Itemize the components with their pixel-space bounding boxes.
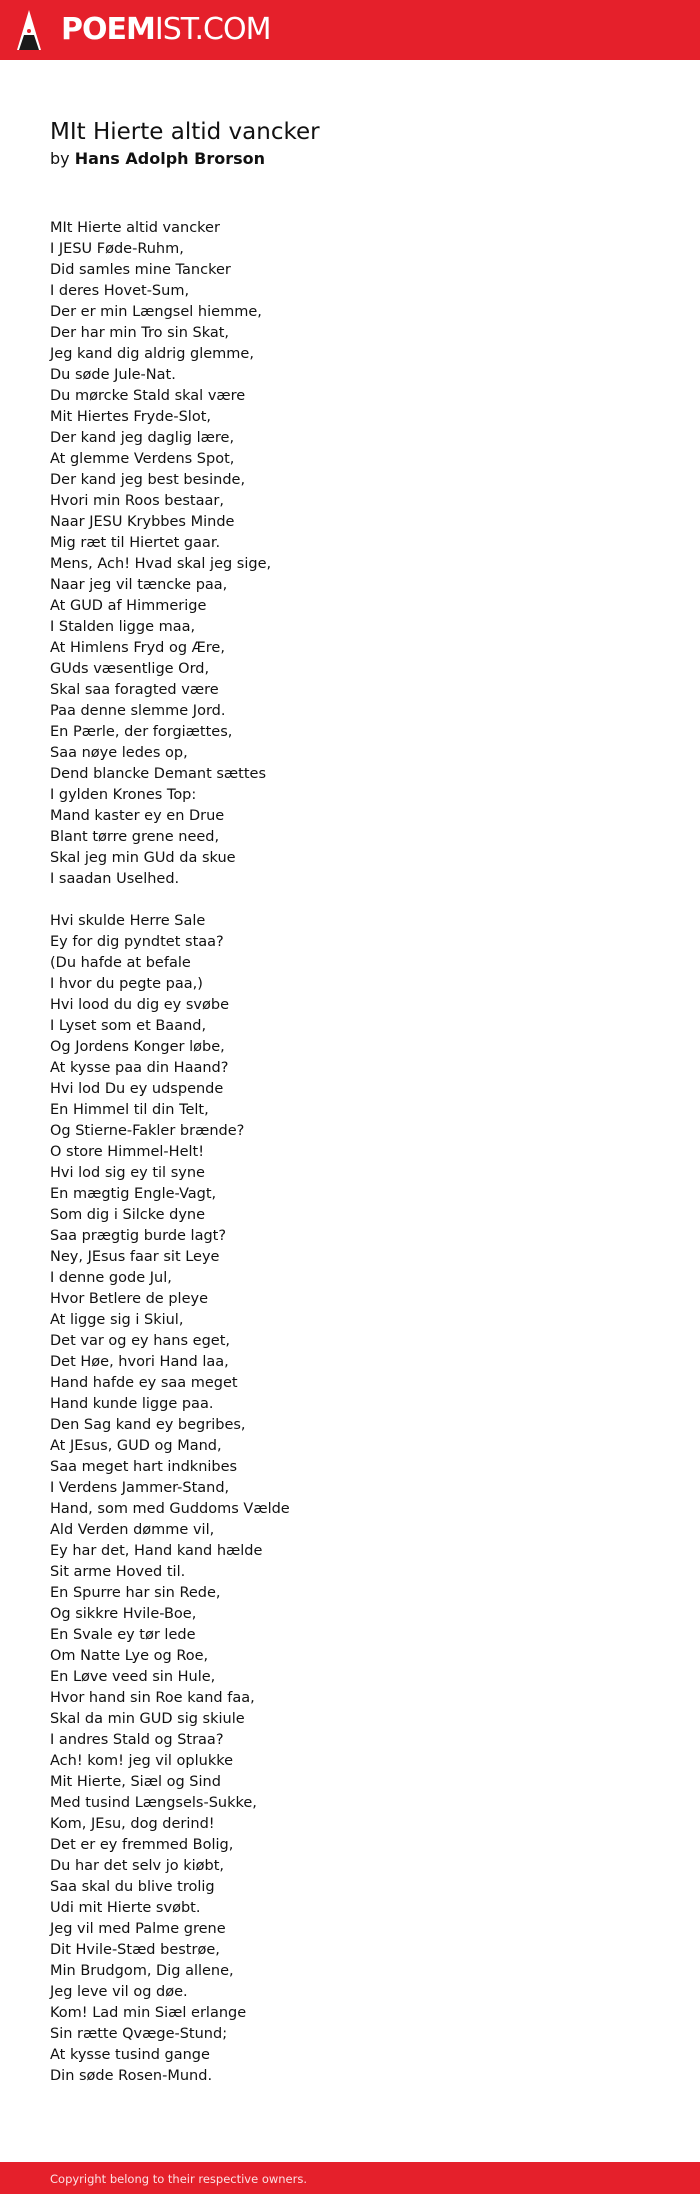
poem-line: Saa nøye ledes op, (50, 745, 188, 761)
poem-line: Hvori min Roos bestaar, (50, 493, 224, 509)
poem-line: Hvi lod sig ey til syne (50, 1165, 205, 1181)
poem-line: Det er ey fremmed Bolig, (50, 1837, 234, 1853)
poem-line: I JESU Føde-Ruhm, (50, 241, 184, 257)
poem-line: Udi mit Hierte svøbt. (50, 1900, 201, 1916)
poem-line: En Spurre har sin Rede, (50, 1585, 221, 1601)
poem-line: Mens, Ach! Hvad skal jeg sige, (50, 556, 272, 572)
poem-line: I denne gode Jul, (50, 1270, 172, 1286)
poem-line: Hand, som med Guddoms Vælde (50, 1501, 290, 1517)
poem-line: En Himmel til din Telt, (50, 1102, 209, 1118)
poem-line: Din søde Rosen-Mund. (50, 2068, 213, 2084)
poem-line: Mit Hiertes Fryde-Slot, (50, 409, 212, 425)
poem-line: Naar jeg vil tæncke paa, (50, 577, 228, 593)
poem-line: Du mørcke Stald skal være (50, 388, 246, 404)
site-logo-link[interactable] (16, 9, 270, 51)
poem-line: Det var og ey hans eget, (50, 1333, 230, 1349)
poem-line: Mit Hierte, Siæl og Sind (50, 1774, 221, 1790)
poem-line: I gylden Krones Top: (50, 787, 197, 803)
poem-line: Hvi lod Du ey udspende (50, 1081, 224, 1097)
poem-line: Blant tørre grene need, (50, 829, 220, 845)
poem-line: Min Brudgom, Dig allene, (50, 1963, 234, 1979)
poem-line: Ey har det, Hand kand hælde (50, 1543, 263, 1559)
poem-author: Hans Adolph Brorson (74, 149, 265, 168)
poem-line: En Svale ey tør lede (50, 1627, 196, 1643)
poem-line: Og Jordens Konger løbe, (50, 1039, 225, 1055)
poem-line: Du søde Jule-Nat. (50, 367, 176, 383)
poem-line: Der er min Længsel hiemme, (50, 304, 262, 320)
poem-line: At kysse paa din Haand? (50, 1060, 229, 1076)
poem-line: GUds væsentlige Ord, (50, 661, 210, 677)
poem-line: At kysse tusind gange (50, 2047, 210, 2063)
poem-line: Ald Verden dømme vil, (50, 1522, 215, 1538)
poem-line: At glemme Verdens Spot, (50, 451, 235, 467)
poem-line: Sit arme Hoved til. (50, 1564, 186, 1580)
poem-line: I saadan Uselhed. (50, 871, 180, 887)
poem-line: Skal jeg min GUd da skue (50, 850, 236, 866)
site-header (0, 0, 700, 60)
poem-line: En Pærle, der forgiættes, (50, 724, 233, 740)
site-logo-text (61, 9, 270, 51)
poem-line: Hand hafde ey saa meget (50, 1375, 238, 1391)
poem-line: En Løve veed sin Hule, (50, 1669, 216, 1685)
poem-line: At Himlens Fryd og Ære, (50, 640, 225, 656)
poem-line: I Stalden ligge maa, (50, 619, 196, 635)
logo-regular-part: IST.COM (154, 12, 271, 47)
poem-line: Hvor Betlere de pleye (50, 1291, 208, 1307)
poem-line: Ey for dig pyndtet staa? (50, 934, 224, 950)
poem-line: (Du hafde at befale (50, 955, 191, 971)
poem-line: Der har min Tro sin Skat, (50, 325, 230, 341)
poem-line: I deres Hovet-Sum, (50, 283, 190, 299)
poem-line: At JEsus, GUD og Mand, (50, 1438, 222, 1454)
poem-line: MIt Hierte altid vancker (50, 220, 220, 236)
poem-line: Der kand jeg best besinde, (50, 472, 246, 488)
logo-bold-part: POEM (61, 12, 155, 47)
poem-line: At GUD af Himmerige (50, 598, 207, 614)
poem-line: Som dig i Silcke dyne (50, 1207, 206, 1223)
poem-line: Kom! Lad min Siæl erlange (50, 2005, 247, 2021)
poem-line: Med tusind Længsels-Sukke, (50, 1795, 257, 1811)
poem-line: Dit Hvile-Stæd bestrøe, (50, 1942, 220, 1958)
poem-title: MIt Hierte altid vancker (50, 119, 320, 145)
poem-line: I andres Stald og Straa? (50, 1732, 224, 1748)
poem-line: Jeg leve vil og døe. (50, 1984, 188, 2000)
poem-line: Hvor hand sin Roe kand faa, (50, 1690, 255, 1706)
poem-line: Naar JESU Krybbes Minde (50, 514, 235, 530)
poem-body (50, 218, 650, 2108)
poem-line: I Verdens Jammer-Stand, (50, 1480, 230, 1496)
poem-line: I hvor du pegte paa,) (50, 976, 203, 992)
poem-line: Sin rætte Qvæge-Stund; (50, 2026, 228, 2042)
site-footer (0, 2162, 700, 2194)
pen-nib-icon (16, 9, 42, 51)
poem-line: Saa meget hart indknibes (50, 1459, 238, 1475)
poem-line: Hvi lood du dig ey svøbe (50, 997, 229, 1013)
poem-line: Dend blancke Demant sættes (50, 766, 266, 782)
poem-line: Der kand jeg daglig lære, (50, 430, 235, 446)
poem-line: Skal da min GUD sig skiule (50, 1711, 245, 1727)
poem-line: Did samles mine Tancker (50, 262, 231, 278)
poem-line: Mand kaster ey en Drue (50, 808, 225, 824)
poem-line: O store Himmel-Helt! (50, 1144, 205, 1160)
poem-line: Du har det selv jo kiøbt, (50, 1858, 225, 1874)
byline-prefix: by (50, 149, 70, 168)
poem-line: Og sikkre Hvile-Boe, (50, 1606, 197, 1622)
poem-line: Skal saa foragted være (50, 682, 219, 698)
copyright-notice: Copyright belong to their respective owners. (50, 2172, 308, 2186)
poem-line: Hand kunde ligge paa. (50, 1396, 214, 1412)
poem-line: En mægtig Engle-Vagt, (50, 1186, 217, 1202)
poem-line: Ach! kom! jeg vil oplukke (50, 1753, 234, 1769)
poem-line: Paa denne slemme Jord. (50, 703, 226, 719)
poem-line: Mig ræt til Hiertet gaar. (50, 535, 221, 551)
poem-byline (50, 148, 265, 170)
poem-stanza (50, 218, 650, 890)
poem-line: Hvi skulde Herre Sale (50, 913, 206, 929)
poem-line: Og Stierne-Fakler brænde? (50, 1123, 245, 1139)
poem-line: Jeg vil med Palme grene (50, 1921, 226, 1937)
poem-line: At ligge sig i Skiul, (50, 1312, 184, 1328)
poem-line: Ney, JEsus faar sit Leye (50, 1249, 220, 1265)
poem-line: Saa skal du blive trolig (50, 1879, 215, 1895)
poem-line: I Lyset som et Baand, (50, 1018, 207, 1034)
poem-line: Om Natte Lye og Roe, (50, 1648, 209, 1664)
poem-line: Kom, JEsu, dog derind! (50, 1816, 215, 1832)
poem-line: Jeg kand dig aldrig glemme, (50, 346, 254, 362)
poem-line: Det Høe, hvori Hand laa, (50, 1354, 229, 1370)
poem-line: Den Sag kand ey begribes, (50, 1417, 246, 1433)
poem-stanza (50, 911, 650, 2087)
poem-line: Saa prægtig burde lagt? (50, 1228, 227, 1244)
